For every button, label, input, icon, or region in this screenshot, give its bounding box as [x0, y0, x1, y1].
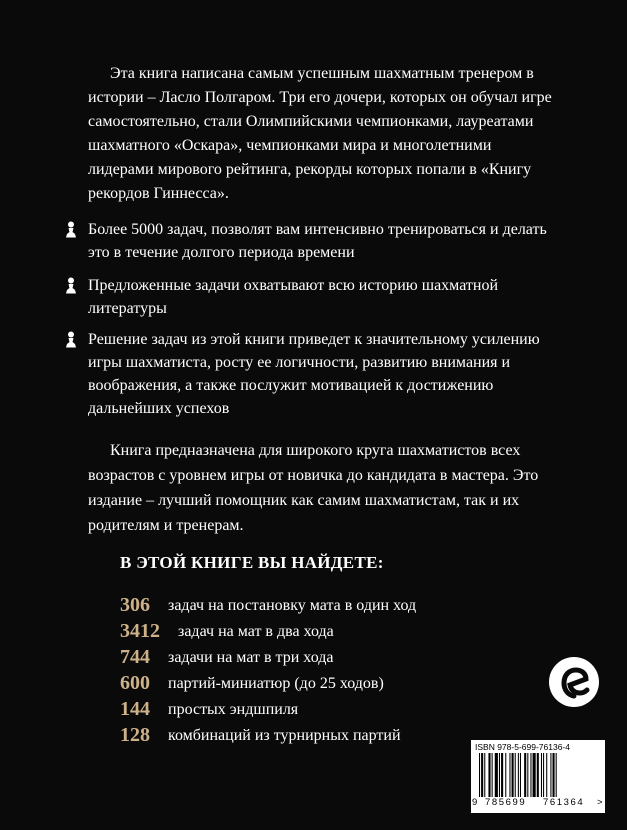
- barcode-stripe: [537, 753, 539, 797]
- stat-number: 306: [120, 594, 150, 616]
- barcode-stripe: [481, 753, 483, 797]
- barcode-stripe: [541, 753, 542, 797]
- barcode-stripe: [484, 753, 485, 797]
- barcode-stripe: [509, 753, 510, 797]
- stat-label: задач на мат в два хода: [178, 623, 334, 640]
- barcode-stripe: [495, 753, 498, 797]
- bullet-item: [64, 328, 554, 420]
- barcode-stripe: [543, 753, 544, 797]
- bullet-text: Предложенные задачи охватывают всю историю шахматной литературы: [88, 277, 498, 317]
- stat-number: 144: [120, 698, 150, 720]
- intro-paragraph: Эта книга написана самым успешным шахматным тренером в истории – Ласло Полгаром. Три его дочери, которых он обучал игре самостоятельно, стали Олимпийскими чемпионками, лауреатами шахматного «Оскара», чемпионками мира и многолетними лидерами мирового рейтинга, рекорды которых попали в «Книгу рекордов Гиннесса».: [88, 65, 552, 202]
- stat-label: простых эндшпиля: [168, 701, 299, 718]
- stat-label: партий-миниатюр (до 25 ходов): [168, 675, 384, 692]
- bullet-text: Решение задач из этой книги приведет к значительному усилению игры шахматиста, росту ее логичности, развитию внимания и воображения, а также послужит мотивацией к достижению дальнейших успехов: [88, 331, 540, 417]
- stat-label: задач на постановку мата в один ход: [168, 597, 417, 614]
- barcode-lead-digit: 9: [472, 797, 478, 808]
- bullet-item: [64, 274, 554, 320]
- isbn-text: ISBN 978-5-699-76136-4: [475, 742, 570, 752]
- barcode-stripe: [527, 753, 528, 797]
- bullet-item: [64, 218, 554, 264]
- barcode-stripe: [546, 753, 547, 797]
- stat-label: комбинаций из турнирных партий: [168, 727, 401, 744]
- barcode-stripe: [492, 753, 493, 797]
- barcode-arrow: >: [597, 797, 603, 808]
- barcode-group-right: 761364: [543, 797, 585, 808]
- audience-paragraph: Книга предназначена для широкого круга шахматистов всех возрастов с уровнем игры от новичка до кандидата в мастера. Это издание – лучший помощник как самим шахматистам, так и их родителям и тренерам.: [88, 442, 539, 534]
- barcode-stripe: [530, 753, 531, 797]
- pawn-icon: [64, 331, 78, 348]
- barcode-stripe: [550, 753, 551, 797]
- bullet-text: Более 5000 задач, позволят вам интенсивно тренироваться и делать это в течение долгого периода времени: [88, 221, 547, 261]
- stat-number: 600: [120, 672, 150, 694]
- stat-label: задачи на мат в три хода: [168, 649, 334, 666]
- barcode-group-left: 785699: [485, 797, 527, 808]
- barcode-stripe: [488, 753, 490, 797]
- barcode-stripe: [520, 753, 521, 797]
- stat-number: 744: [120, 646, 150, 668]
- pawn-icon: [64, 221, 78, 238]
- barcode-bars: [479, 753, 601, 797]
- pawn-icon: [64, 277, 78, 294]
- barcode-stripe: [505, 753, 506, 797]
- barcode-stripe: [518, 753, 519, 797]
- publisher-logo-icon: [548, 656, 600, 708]
- barcode-stripe: [556, 753, 557, 797]
- barcode-stripe: [512, 753, 514, 797]
- barcode-stripe: [533, 753, 536, 797]
- barcode-stripe: [553, 753, 555, 797]
- barcode-stripe: [515, 753, 516, 797]
- barcode-stripe: [501, 753, 503, 797]
- barcode-stripe: [479, 753, 480, 797]
- section-title: В ЭТОЙ КНИГЕ ВЫ НАЙДЕТЕ:: [120, 553, 384, 572]
- barcode-stripe: [499, 753, 500, 797]
- stat-number: 128: [120, 724, 150, 746]
- barcode-stripe: [524, 753, 526, 797]
- barcode-block: [471, 740, 605, 813]
- stat-number: 3412: [120, 620, 160, 642]
